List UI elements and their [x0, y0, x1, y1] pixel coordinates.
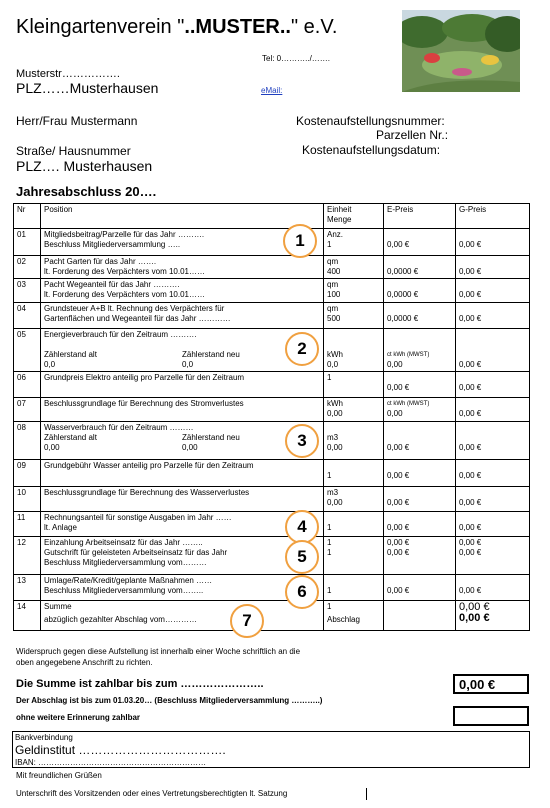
- bank-institute: Geldinstitut ……………………………….: [15, 743, 226, 757]
- marker-4: 4: [285, 510, 319, 544]
- club-street: Musterstr…………….: [16, 68, 120, 80]
- table-row: 05 Energieverbrauch für den Zeitraum ………. Zählerstand alt Zählerstand neu 0,0 0,0 kWh 0,0 ct kWh (MWST) 0,00 0,00 €: [14, 329, 530, 372]
- iban: IBAN: ………………………………………………………: [15, 758, 207, 767]
- marker-6: 6: [285, 575, 319, 609]
- recipient-city: PLZ…. Musterhausen: [16, 158, 153, 174]
- table-header-row: [14, 204, 530, 229]
- cost-statement-date-label: Kostenaufstellungsdatum:: [302, 143, 441, 157]
- table-row: 06 Grundpreis Elektro anteilig pro Parzelle für den Zeitraum 1 0,00 € 0,00 €: [14, 372, 530, 398]
- cost-statement-number-label: Kostenaufstellungsnummer:: [296, 114, 445, 128]
- total-box: [453, 674, 529, 694]
- table-row: 08 Wasserverbrauch für den Zeitraum ……… Zählerstand alt Zählerstand neu 0,00 0,00 m3 0,00 0,00 € 0,00 €: [14, 422, 530, 460]
- club-city: PLZ……Musterhausen: [16, 80, 159, 96]
- table-row: 03 Pacht Wegeanteil für das Jahr ………. lt. Forderung des Verpächters vom 10.01…… qm 100 0,0000 € 0,00 €: [14, 279, 530, 303]
- signature-line: Unterschrift des Vorsitzenden oder eines Vertretungsberechtigten lt. Satzung: [16, 789, 288, 798]
- table-row: 12 Einzahlung Arbeitseinsatz für das Jahr …….. Gutschrift für geleisteten Arbeitseinsatz für das Jahr Beschluss Mitgliederversammlung vom……… 1 1 0,00 € 0,00 € 0,00 € 0,00 €: [14, 537, 530, 575]
- table-row: 13 Umlage/Rate/Kredit/geplante Maßnahmen …… Beschluss Mitgliederversammlung vom…….. 1 0,00 € 0,00 €: [14, 575, 530, 601]
- marker-2: 2: [285, 332, 319, 366]
- marker-1: 1: [283, 224, 317, 258]
- table-row: 09 Grundgebühr Wasser anteilig pro Parzelle für den Zeitraum 1 0,00 € 0,00 €: [14, 460, 530, 487]
- col-nr: Nr: [14, 204, 41, 229]
- email-link[interactable]: eMail:: [261, 86, 283, 95]
- table-row: 02 Pacht Garten für das Jahr ……. lt. Forderung des Verpächters vom 10.01…… qm 400 0,0000 € 0,00 €: [14, 256, 530, 279]
- cost-table: [13, 203, 530, 631]
- total-amount: 0,00 €: [459, 677, 496, 692]
- bank-box: [12, 731, 530, 768]
- garden-photo: [402, 10, 520, 92]
- table-row-summe: 14 Summe abzüglich gezahlter Abschlag vom………… 1 Abschlag 0,00 € 0,00 €: [14, 601, 530, 631]
- recipient-street: Straße/ Hausnummer: [16, 144, 131, 158]
- parcel-number-label: Parzellen Nr.:: [376, 128, 449, 142]
- text-cursor: [366, 788, 367, 800]
- payable-by: Die Summe ist zahlbar bis zum …………………..: [16, 678, 264, 690]
- col-einheit: Einheit Menge: [324, 204, 384, 229]
- marker-5: 5: [285, 540, 319, 574]
- objection-note-line1: Widerspruch gegen diese Aufstellung ist innerhalb einer Woche schriftlich an die: [16, 647, 301, 656]
- table-row: 11 Rechnungsanteil für sonstige Ausgaben im Jahr …… lt. Anlage 1 0,00 € 0,00 €: [14, 512, 530, 537]
- table-row: 10 Beschlussgrundlage für Berechnung des Wasserverlustes m3 0,00 0,00 € 0,00 €: [14, 487, 530, 512]
- recipient-name: Herr/Frau Mustermann: [16, 114, 138, 128]
- objection-note-line2: oben angegebene Anschrift zu richten.: [16, 658, 153, 667]
- bank-label: Bankverbindung: [15, 733, 73, 742]
- annual-statement-heading: Jahresabschluss 20….: [16, 184, 157, 199]
- marker-3: 3: [285, 424, 319, 458]
- col-gpreis: G-Preis: [456, 204, 530, 229]
- col-position: Position: [41, 204, 324, 229]
- club-title: Kleingartenverein "..MUSTER.." e.V.: [16, 16, 338, 38]
- marker-7: 7: [230, 604, 264, 638]
- col-epreis: E-Preis: [384, 204, 456, 229]
- greeting: Mit freundlichen Grüßen: [16, 771, 102, 780]
- phone-number: Tel: 0………../…….: [262, 54, 331, 63]
- table-row: 04 Grundsteuer A+B lt. Rechnung des Verpächters für Gartenflächen und Wegeanteil für das Jahr ………… qm 500 0,0000 € 0,00 €: [14, 303, 530, 329]
- no-reminder-note: ohne weitere Erinnerung zahlbar: [16, 713, 141, 722]
- empty-box: [453, 706, 529, 726]
- table-row: 07 Beschlussgrundlage für Berechnung des Stromverlustes kWh 0,00 ct kWh (MWST) 0,00 0,00 €: [14, 398, 530, 422]
- installment-note: Der Abschlag ist bis zum 01.03.20… (Beschluss Mitgliederversammlung ………..): [16, 696, 323, 705]
- table-row: 01 Mitgliedsbeitrag/Parzelle für das Jahr ………. Beschluss Mitgliederversammlung ….. Anz. 1 0,00 € 0,00 €: [14, 229, 530, 256]
